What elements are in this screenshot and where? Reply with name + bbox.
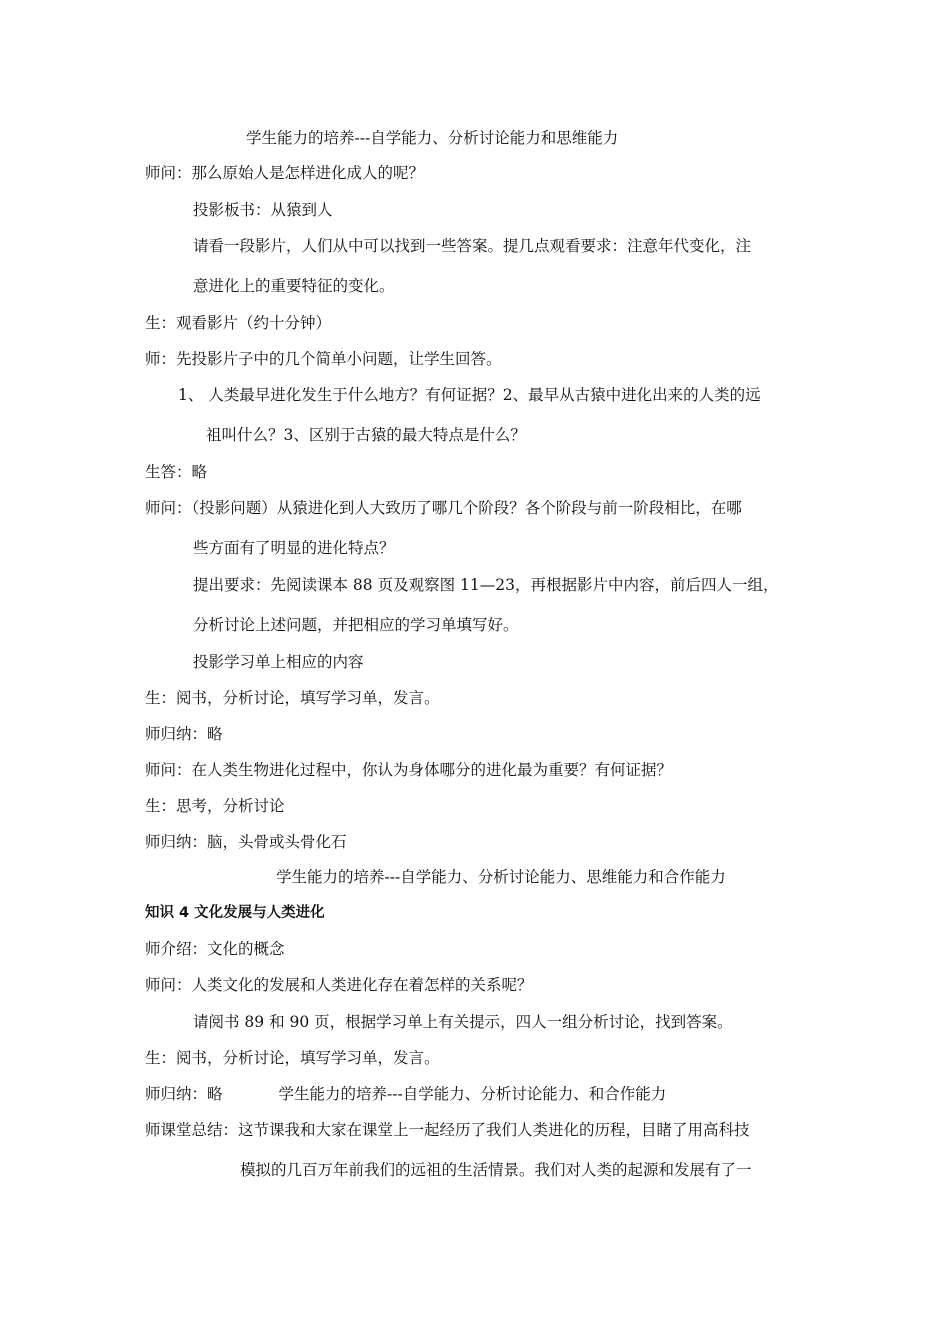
ability-heading-3: 学生能力的培养---自学能力、分析讨论能力、和合作能力 (278, 1085, 667, 1103)
paragraph: 投影学习单上相应的内容 (193, 653, 364, 671)
paragraph: 生答：略 (145, 463, 208, 481)
paragraph: 师问：那么原始人是怎样进化成人的呢？ (145, 164, 425, 182)
paragraph: 投影板书：从猿到人 (193, 201, 333, 219)
paragraph: 师问：人类文化的发展和人类进化存在着怎样的关系呢？ (145, 976, 533, 994)
paragraph: 提出要求：先阅读课本 88 页及观察图 11—23，再根据影片中内容，前后四人一组， (193, 576, 779, 594)
summary-row (145, 1084, 666, 1104)
paragraph: 意进化上的重要特征的变化。 (193, 277, 395, 295)
paragraph: 生：思考，分析讨论 (145, 797, 285, 815)
paragraph: 师介绍：文化的概念 (145, 940, 285, 958)
paragraph: 师课堂总结：这节课我和大家在课堂上一起经历了我们人类进化的历程，目睹了用高科技 (145, 1121, 750, 1139)
section-heading: 知识 4 文化发展与人类进化 (145, 905, 325, 921)
paragraph: 请阅书 89 和 90 页，根据学习单上有关提示，四人一组分析讨论，找到答案。 (193, 1013, 733, 1031)
paragraph: 师问：在人类生物进化过程中，你认为身体哪分的进化最为重要？有何证据？ (145, 761, 673, 779)
ability-heading-2: 学生能力的培养---自学能力、分析讨论能力、思维能力和合作能力 (276, 868, 726, 886)
ability-heading-1: 学生能力的培养---自学能力、分析讨论能力和思维能力 (246, 129, 619, 147)
question-list-item: 祖叫什么？3、区别于古猿的最大特点是什么？ (206, 426, 526, 444)
paragraph: 师归纳：脑，头骨或头骨化石 (145, 833, 347, 851)
paragraph: 师归纳：略 (145, 725, 223, 743)
paragraph: 请看一段影片，人们从中可以找到一些答案。提几点观看要求：注意年代变化，注 (193, 237, 752, 255)
paragraph: 模拟的几百万年前我们的远祖的生活情景。我们对人类的起源和发展有了一 (240, 1161, 752, 1179)
question-list-item: 1、 人类最早进化发生于什么地方？有何证据？2、最早从古猿中进化出来的人类的远 (178, 386, 761, 404)
paragraph: 生：观看影片（约十分钟） (145, 314, 332, 332)
paragraph: 生：阅书，分析讨论，填写学习单，发言。 (145, 689, 440, 707)
paragraph: 师问：（投影问题）从猿进化到人大致历了哪几个阶段？各个阶段与前一阶段相比，在哪 (145, 499, 742, 517)
paragraph: 师归纳：略 (145, 1085, 223, 1103)
paragraph: 些方面有了明显的进化特点？ (193, 539, 395, 557)
paragraph: 生：阅书，分析讨论，填写学习单，发言。 (145, 1049, 440, 1067)
paragraph: 分析讨论上述问题，并把相应的学习单填写好。 (193, 616, 519, 634)
paragraph: 师：先投影片子中的几个简单小问题，让学生回答。 (145, 350, 502, 368)
